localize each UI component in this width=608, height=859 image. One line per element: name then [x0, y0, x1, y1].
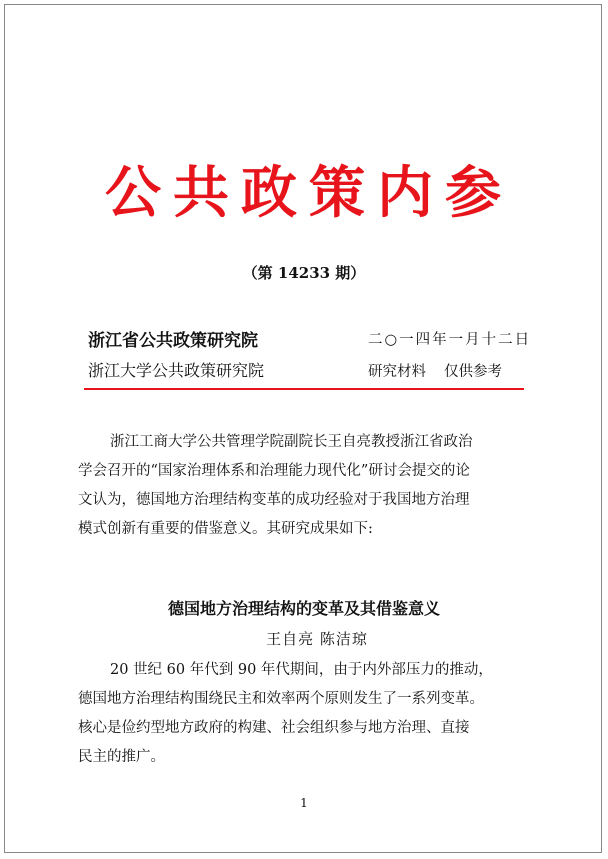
intro-line: 浙江工商大学公共管理学院副院长王自亮教授浙江省政治 [110, 434, 473, 450]
usage-note-left: 研究材料 [368, 364, 426, 380]
article-line: 20 世纪 60 年代到 90 年代期间，由于内外部压力的推动， [110, 662, 493, 678]
usage-note-right: 仅供参考 [444, 364, 502, 380]
issue-number: （第 14233 期） [242, 264, 366, 282]
article-paragraph [78, 656, 538, 772]
article-line: 德国地方治理结构围绕民主和效率两个原则发生了一系列变革。 [78, 691, 484, 707]
header-divider [84, 388, 524, 390]
publication-date: 二○一四年一月十二日 [368, 332, 532, 348]
intro-line: 文认为，德国地方治理结构变革的成功经验对于我国地方治理 [78, 492, 470, 508]
org-primary: 浙江省公共政策研究院 [88, 331, 258, 351]
page-number: 1 [300, 796, 308, 810]
intro-paragraph [78, 428, 538, 544]
article-line: 民主的推广。 [78, 749, 165, 765]
masthead-title: 公共政策内参 [105, 161, 513, 226]
article-title: 德国地方治理结构的变革及其借鉴意义 [167, 599, 440, 618]
intro-line: 模式创新有重要的借鉴意义。其研究成果如下: [78, 521, 373, 537]
article-authors: 王自亮 陈洁琼 [266, 630, 368, 648]
org-secondary: 浙江大学公共政策研究院 [88, 361, 265, 380]
intro-line: 学会召开的“国家治理体系和治理能力现代化”研讨会提交的论 [78, 463, 470, 479]
usage-note [368, 360, 502, 381]
article-line: 核心是俭约型地方政府的构建、社会组织参与地方治理、直接 [78, 720, 470, 736]
